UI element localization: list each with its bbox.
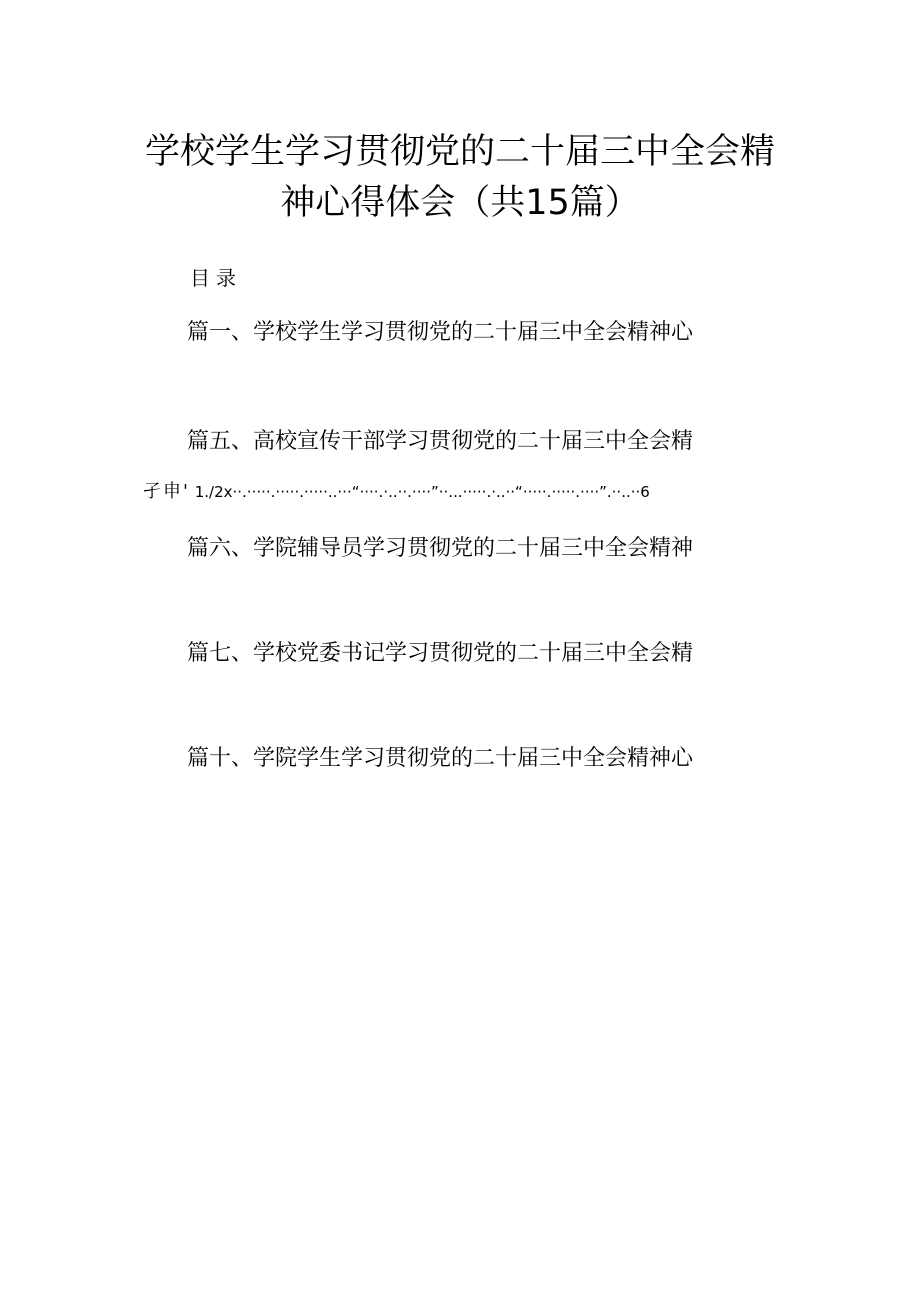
toc-item-7[interactable]: 篇七、学校党委书记学习贯彻党的二十届三中全会精 [187,641,694,666]
toc-item-5[interactable]: 篇五、高校宣传干部学习贯彻党的二十届三中全会精 [187,429,694,454]
document-title-line-2: 神心得体会（共15篇） [280,183,640,223]
toc-leader-line [143,483,650,501]
toc-heading: 目录 [190,266,242,290]
toc-item-10[interactable]: 篇十、学院学生学习贯彻党的二十届三中全会精神心 [187,746,694,771]
toc-item-6[interactable]: 篇六、学院辅导员学习贯彻党的二十届三中全会精神 [187,536,694,561]
document-title-line-1: 学校学生学习贯彻党的二十届三中全会精 [144,132,775,172]
toc-leader-dots: 1./2x··.·····.·····.·····..···“····.·..··.····”··...·····.·..··“·····.·····.····”.··..··6 [189,483,650,501]
toc-leader-garbled-prefix: 孑申' [143,481,190,502]
toc-item-1[interactable]: 篇一、学校学生学习贯彻党的二十届三中全会精神心 [187,320,694,345]
